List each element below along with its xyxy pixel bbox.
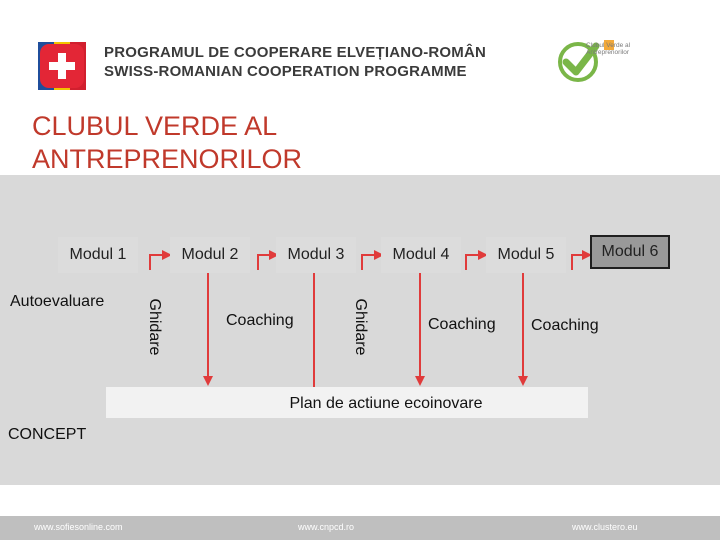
coaching-label-1: Coaching [226, 312, 294, 329]
footer-link-cnpcd[interactable]: www.cnpcd.ro [298, 522, 355, 532]
arrow-modul3-to-modul4 [362, 255, 382, 270]
action-plan-text-row [106, 395, 588, 413]
program-title-en: SWISS-ROMANIAN COOPERATION PROGRAMME [104, 63, 467, 80]
modul-4-box [381, 237, 461, 273]
modul-6-label: Modul 6 [601, 243, 659, 260]
modul-6-box [590, 235, 670, 269]
slide-title: CLUBUL VERDE AL ANTREPRENORILOR [32, 111, 303, 174]
modul-3-label: Modul 3 [287, 246, 345, 263]
concept-label: CONCEPT [8, 426, 87, 443]
modul-5-box [486, 237, 566, 273]
modul-5-label: Modul 5 [497, 246, 555, 263]
modul-2-box [170, 237, 250, 273]
coaching-label-2: Coaching [428, 316, 496, 333]
autoevaluare-label: Autoevaluare [10, 293, 105, 310]
program-title-ro: PROGRAMUL DE COOPERARE ELVEȚIANO-ROMÂN [104, 44, 487, 61]
footer-link-sofies[interactable]: www.sofiesonline.com [34, 522, 123, 532]
footer-link-clustero[interactable]: www.clustero.eu [572, 522, 638, 532]
modul-3-box [276, 237, 356, 273]
modul-2-label: Modul 2 [181, 246, 239, 263]
green-club-logo-text: Clubul Verde al Antreprenorilor [586, 42, 631, 57]
arrow-modul5-to-modul6 [572, 255, 590, 270]
modul-1-box [58, 237, 138, 273]
modul-4-label: Modul 4 [392, 246, 450, 263]
arrow-modul4-to-modul5 [466, 255, 486, 270]
arrow-modul1-to-modul2 [150, 255, 170, 270]
ghidare-label-2: Ghidare [352, 298, 369, 356]
action-plan-label: Plan de actiune ecoinovare [289, 395, 483, 412]
coaching-label-3: Coaching [531, 317, 599, 334]
arrow-modul2-to-modul3 [258, 255, 277, 270]
modul-1-label: Modul 1 [69, 246, 127, 263]
ghidare-label-1: Ghidare [146, 298, 163, 356]
